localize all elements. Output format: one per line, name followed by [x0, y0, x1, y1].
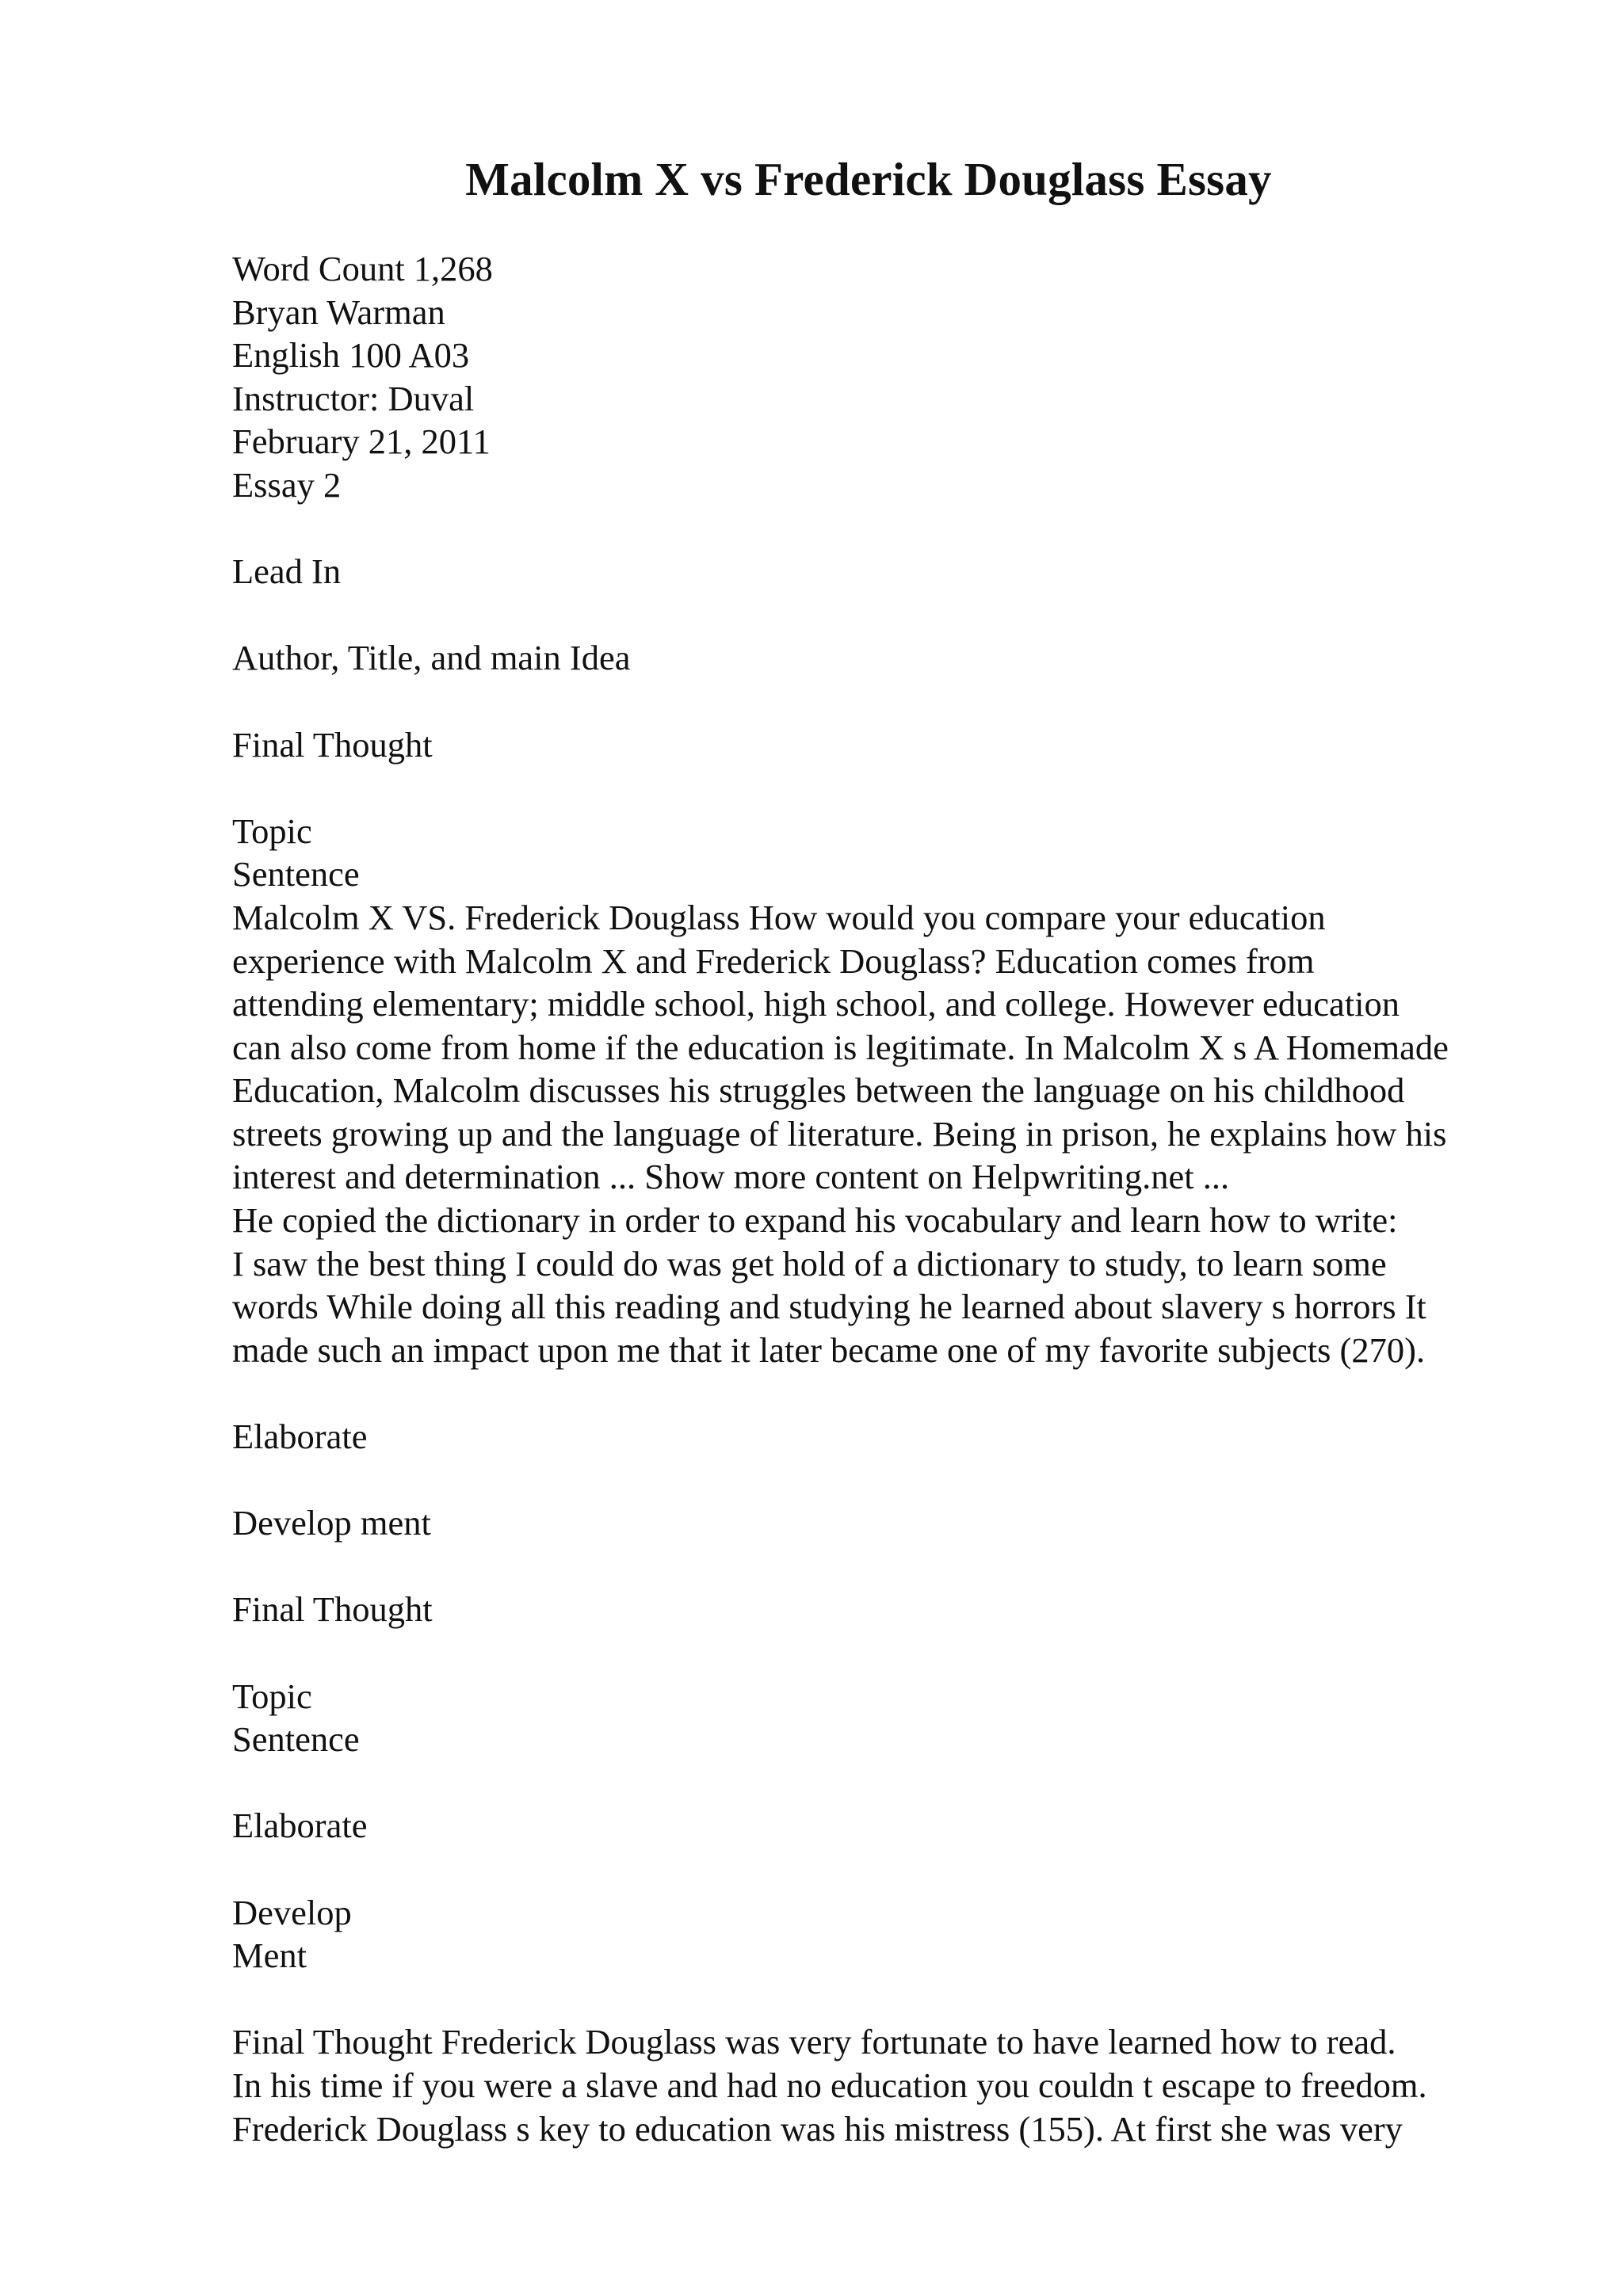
header-block [232, 247, 1595, 507]
body-paragraph-1 [232, 896, 1595, 1372]
author-line: Bryan Warman [232, 292, 445, 332]
paragraph-line: attending elementary; middle school, high school, and college. However education [232, 984, 1400, 1024]
spacer [232, 1371, 1595, 1415]
paragraph-line: streets growing up and the language of literature. Being in prison, he explains how his [232, 1113, 1447, 1154]
spacer [232, 1978, 1595, 2021]
label-elaborate: Elaborate [232, 1806, 368, 1846]
label-topic: Topic [232, 810, 312, 851]
paragraph-line: Final Thought Frederick Douglass was very fortunate to have learned how to read. [232, 2022, 1396, 2062]
label-elaborate: Elaborate [232, 1417, 368, 1457]
paragraph-line: Education, Malcolm discusses his struggles between the language on his childhood [232, 1070, 1405, 1111]
paragraph-line: can also come from home if the education is legitimate. In Malcolm X s A Homemade [232, 1027, 1449, 1067]
date-line: February 21, 2011 [232, 421, 491, 462]
spacer [232, 507, 1595, 551]
label-lead-in: Lead In [232, 551, 342, 592]
spacer [232, 1848, 1595, 1891]
spacer [232, 1631, 1595, 1675]
label-topic: Topic [232, 1676, 312, 1716]
label-develop: Develop [232, 1892, 352, 1932]
label-development: Develop ment [232, 1503, 431, 1543]
document-title: Malcolm X vs Frederick Douglass Essay [465, 153, 1272, 205]
paragraph-line: experience with Malcolm X and Frederick Douglass? Education comes from [232, 940, 1315, 981]
spacer [232, 593, 1595, 637]
instructor-line: Instructor: Duval [232, 378, 475, 418]
course-line: English 100 A03 [232, 335, 470, 376]
label-sentence: Sentence [232, 1719, 360, 1760]
spacer [232, 1761, 1595, 1805]
essay-number-line: Essay 2 [232, 464, 342, 505]
document-body [232, 247, 1595, 2150]
spacer [232, 766, 1595, 810]
paragraph-line: In his time if you were a slave and had no education you couldn t escape to freedom. [232, 2065, 1427, 2105]
label-sentence: Sentence [232, 854, 360, 894]
paragraph-line: interest and determination ... Show more content on Helpwriting.net ... [232, 1157, 1230, 1197]
label-ment: Ment [232, 1936, 307, 1976]
label-author-title-main-idea: Author, Title, and main Idea [232, 638, 631, 678]
paragraph-line: He copied the dictionary in order to expand his vocabulary and learn how to write: [232, 1200, 1398, 1241]
word-count-line: Word Count 1,268 [232, 249, 493, 288]
spacer [232, 1459, 1595, 1502]
paragraph-line: Frederick Douglass s key to education was his mistress (155). At first she was very [232, 2108, 1403, 2149]
label-final-thought: Final Thought [232, 1589, 433, 1630]
spacer [232, 1545, 1595, 1589]
paragraph-line: Malcolm X VS. Frederick Douglass How would you compare your education [232, 897, 1326, 937]
paragraph-line: made such an impact upon me that it later became one of my favorite subjects (270). [232, 1329, 1426, 1370]
paragraph-line: words While doing all this reading and studying he learned about slavery s horrors It [232, 1287, 1426, 1327]
label-final-thought: Final Thought [232, 724, 433, 765]
body-paragraph-2 [232, 2020, 1595, 2150]
spacer [232, 680, 1595, 723]
paragraph-line: I saw the best thing I could do was get hold of a dictionary to study, to learn some [232, 1243, 1387, 1283]
